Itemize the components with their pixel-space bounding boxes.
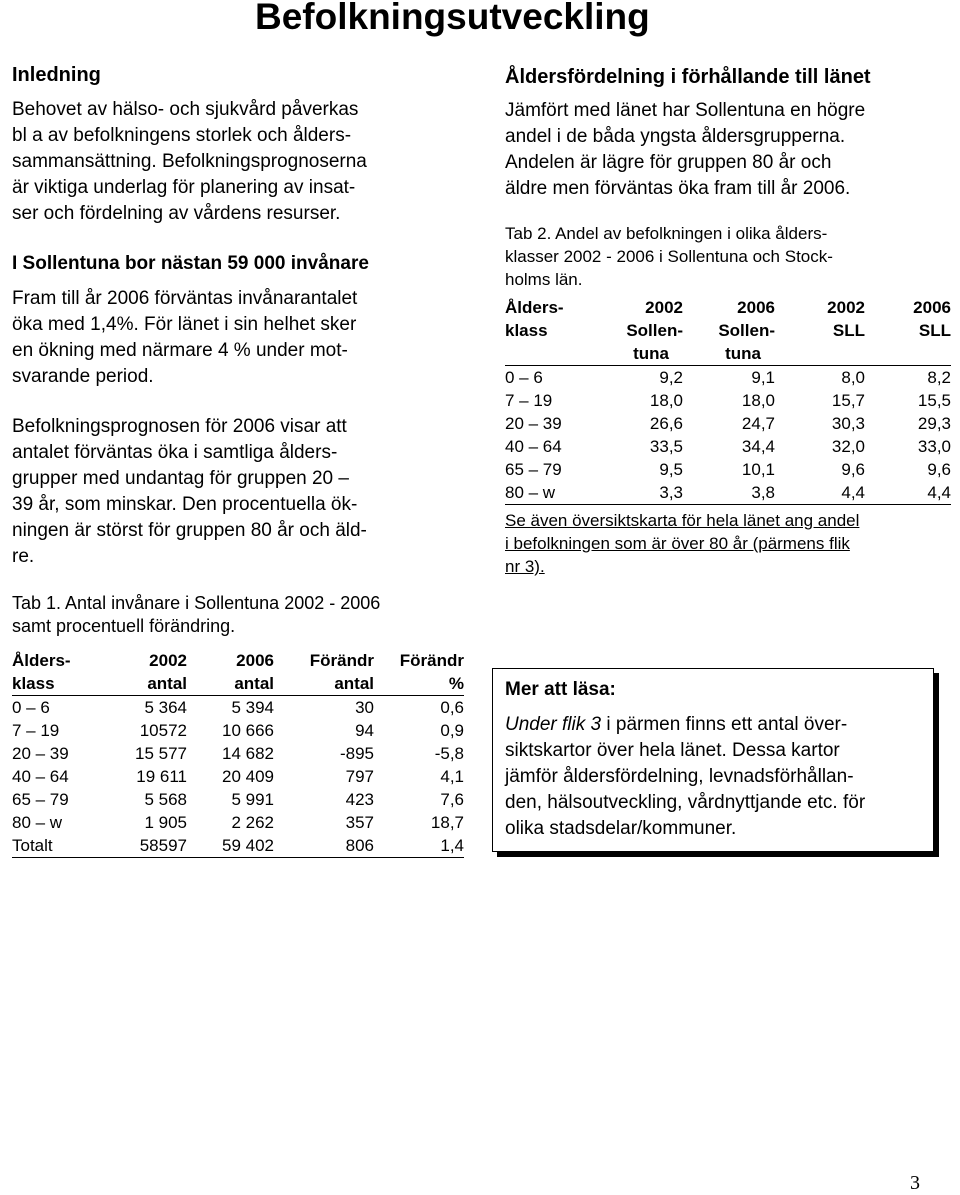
text-line: olika stadsdelar/kommuner. xyxy=(505,818,737,839)
table-cell: 80 – w xyxy=(505,483,556,502)
column-header: Förändr antal xyxy=(309,651,374,693)
table-row xyxy=(505,458,951,481)
table2-caption xyxy=(505,222,833,291)
table-cell: Totalt xyxy=(12,836,53,855)
table-cell: 3,8 xyxy=(751,483,775,502)
text-line: ningen är störst för gruppen 80 år och äld- xyxy=(12,520,367,541)
caption-line: klasser 2002 - 2006 i Sollentuna och Stock- xyxy=(505,247,833,266)
note-line: i befolkningen som är över 80 år (pärmens flik xyxy=(505,534,850,553)
map-reference-note xyxy=(505,509,859,578)
table-cell: -5,8 xyxy=(434,744,464,763)
table-row xyxy=(505,435,951,458)
text-line: grupper med undantag för gruppen 20 – xyxy=(12,468,349,489)
table-cell: 7 – 19 xyxy=(12,721,60,740)
age-share-table xyxy=(505,296,951,505)
table-cell: 7,6 xyxy=(440,790,464,809)
text-line: ser och fördelning av vårdens resurser. xyxy=(12,203,341,224)
table-cell: 32,0 xyxy=(831,437,865,456)
table-cell: 19 611 xyxy=(136,767,187,786)
table-cell: 1,4 xyxy=(440,836,464,855)
table-cell: 29,3 xyxy=(917,414,951,433)
table-cell: 4,4 xyxy=(841,483,865,502)
column-header: Ålders- klass xyxy=(505,298,564,340)
table-cell: 10572 xyxy=(139,721,187,740)
table-cell: 33,0 xyxy=(917,437,951,456)
table-cell: 34,4 xyxy=(741,437,775,456)
table-cell: 26,6 xyxy=(649,414,683,433)
table-row xyxy=(12,742,464,765)
text-line: 39 år, som minskar. Den procentuella ök- xyxy=(12,494,358,515)
table-cell: 94 xyxy=(355,721,374,740)
table-cell: 15,5 xyxy=(917,391,951,410)
age-distribution-paragraph xyxy=(505,98,865,202)
table-cell: 5 991 xyxy=(231,790,274,809)
table-cell: 18,7 xyxy=(430,813,464,832)
table-cell: 18,0 xyxy=(741,391,775,410)
text-line: jämför åldersfördelning, levnadsförhållan- xyxy=(505,766,854,787)
table1-caption xyxy=(12,592,380,638)
caption-line: Tab 1. Antal invånare i Sollentuna 2002 - 2006 xyxy=(12,593,381,613)
note-line: Se även översiktskarta för hela länet ang andel xyxy=(505,511,860,530)
caption-line: samt procentuell förändring. xyxy=(12,616,236,636)
table-cell: 357 xyxy=(345,813,374,832)
table-cell: 2 262 xyxy=(231,813,274,832)
note-line: nr 3). xyxy=(505,557,545,576)
further-reading-box xyxy=(492,668,934,852)
further-reading-text xyxy=(505,712,865,842)
table-cell: 423 xyxy=(345,790,374,809)
text-line: siktskartor över hela länet. Dessa kartor xyxy=(505,740,840,761)
table-cell: 9,6 xyxy=(841,460,865,479)
table-row xyxy=(12,811,464,834)
further-reading-heading: Mer att läsa: xyxy=(505,679,616,700)
table-cell: 0 – 6 xyxy=(505,368,543,387)
column-header: 2002 SLL xyxy=(827,298,865,340)
text-line: Befolkningsprognosen för 2006 visar att xyxy=(12,416,347,437)
table-cell: 18,0 xyxy=(649,391,683,410)
page-title: Befolkningsutveckling xyxy=(255,0,650,37)
table-cell: -895 xyxy=(339,744,374,763)
caption-line: Tab 2. Andel av befolkningen i olika ålders- xyxy=(505,224,828,243)
text-line: Behovet av hälso- och sjukvård påverkas xyxy=(12,99,359,120)
table-cell: 20 – 39 xyxy=(505,414,562,433)
tab-reference: Under flik 3 xyxy=(505,714,602,735)
table-cell: 4,4 xyxy=(927,483,951,502)
table-cell: 5 364 xyxy=(144,698,187,717)
table-cell: 806 xyxy=(345,836,374,855)
caption-line: holms län. xyxy=(505,270,583,289)
table-cell: 65 – 79 xyxy=(12,790,69,809)
section-heading-age-distribution: Åldersfördelning i förhållande till länet xyxy=(505,66,871,88)
growth-paragraph xyxy=(12,286,357,390)
column-header: Ålders- klass xyxy=(12,651,71,693)
table-row xyxy=(505,412,951,435)
forecast-paragraph xyxy=(12,414,367,570)
text-line: Andelen är lägre för gruppen 80 år och xyxy=(505,152,832,173)
text-line: äldre men förväntas öka fram till år 2006. xyxy=(505,178,851,199)
table-cell: 9,5 xyxy=(659,460,683,479)
table-cell: 9,1 xyxy=(751,368,775,387)
text-line: öka med 1,4%. För länet i sin helhet sker xyxy=(12,314,357,335)
text-line: andel i de båda yngsta åldersgrupperna. xyxy=(505,126,846,147)
table-cell: 4,1 xyxy=(440,767,464,786)
table-cell: 59 402 xyxy=(222,836,274,855)
table-cell: 0,6 xyxy=(440,698,464,717)
table-cell: 7 – 19 xyxy=(505,391,553,410)
table-cell: 30,3 xyxy=(831,414,865,433)
text-line: är viktiga underlag för planering av insat- xyxy=(12,177,356,198)
table-cell: 20 – 39 xyxy=(12,744,69,763)
table-row-total xyxy=(12,834,464,858)
text-line: Jämfört med länet har Sollentuna en högre xyxy=(505,100,866,121)
text-line: re. xyxy=(12,546,35,567)
table-cell: 58597 xyxy=(139,836,187,855)
column-header: 2006 Sollen- tuna xyxy=(718,298,775,363)
table-header-row xyxy=(12,649,464,696)
table-cell: 14 682 xyxy=(222,744,274,763)
table-cell: 5 394 xyxy=(231,698,274,717)
table-row xyxy=(12,719,464,742)
table-cell: 9,2 xyxy=(659,368,683,387)
text-line: en ökning med närmare 4 % under mot- xyxy=(12,340,348,361)
table-cell: 40 – 64 xyxy=(12,767,69,786)
column-header: 2002 antal xyxy=(147,651,187,693)
population-table xyxy=(12,649,464,858)
table-cell: 65 – 79 xyxy=(505,460,562,479)
section-heading-intro: Inledning xyxy=(12,64,101,86)
table-cell: 15 577 xyxy=(135,744,187,763)
table-row xyxy=(505,389,951,412)
page-number: 3 xyxy=(910,1172,920,1194)
table-row xyxy=(12,765,464,788)
text-line: den, hälsoutveckling, vårdnyttjande etc. för xyxy=(505,792,866,813)
table-cell: 24,7 xyxy=(741,414,775,433)
table-cell: 33,5 xyxy=(649,437,683,456)
table-cell: 797 xyxy=(345,767,374,786)
table-cell: 40 – 64 xyxy=(505,437,562,456)
table-cell: 10,1 xyxy=(741,460,775,479)
intro-paragraph xyxy=(12,97,367,227)
text-line: antalet förväntas öka i samtliga ålders- xyxy=(12,442,338,463)
table-cell: 8,0 xyxy=(841,368,865,387)
table-cell: 9,6 xyxy=(927,460,951,479)
table-cell: 3,3 xyxy=(659,483,683,502)
table-cell: 10 666 xyxy=(222,721,274,740)
table-cell: 15,7 xyxy=(831,391,865,410)
table-cell: 5 568 xyxy=(144,790,187,809)
column-header: 2006 SLL xyxy=(913,298,951,340)
column-header: Förändr % xyxy=(399,651,464,693)
table-row xyxy=(12,696,464,720)
population-subheading: I Sollentuna bor nästan 59 000 invånare xyxy=(12,253,369,274)
text-line: bl a av befolkningens storlek och ålders- xyxy=(12,125,352,146)
table-row xyxy=(505,366,951,390)
table-cell: 8,2 xyxy=(927,368,951,387)
table-row xyxy=(12,788,464,811)
table-row xyxy=(505,481,951,505)
column-header: 2006 antal xyxy=(234,651,274,693)
table-cell: 1 905 xyxy=(144,813,187,832)
text-line: Fram till år 2006 förväntas invånarantalet xyxy=(12,288,358,309)
table-cell: 0 – 6 xyxy=(12,698,50,717)
table-cell: 0,9 xyxy=(440,721,464,740)
table-header-row xyxy=(505,296,951,366)
table-cell: 30 xyxy=(355,698,374,717)
text-line: sammansättning. Befolkningsprognoserna xyxy=(12,151,367,172)
column-header: 2002 Sollen- tuna xyxy=(626,298,683,363)
table-cell: 20 409 xyxy=(222,767,274,786)
table-cell: 80 – w xyxy=(12,813,63,832)
text-line: Under flik 3 i pärmen finns ett antal över- xyxy=(505,714,848,735)
text-line: svarande period. xyxy=(12,366,154,387)
